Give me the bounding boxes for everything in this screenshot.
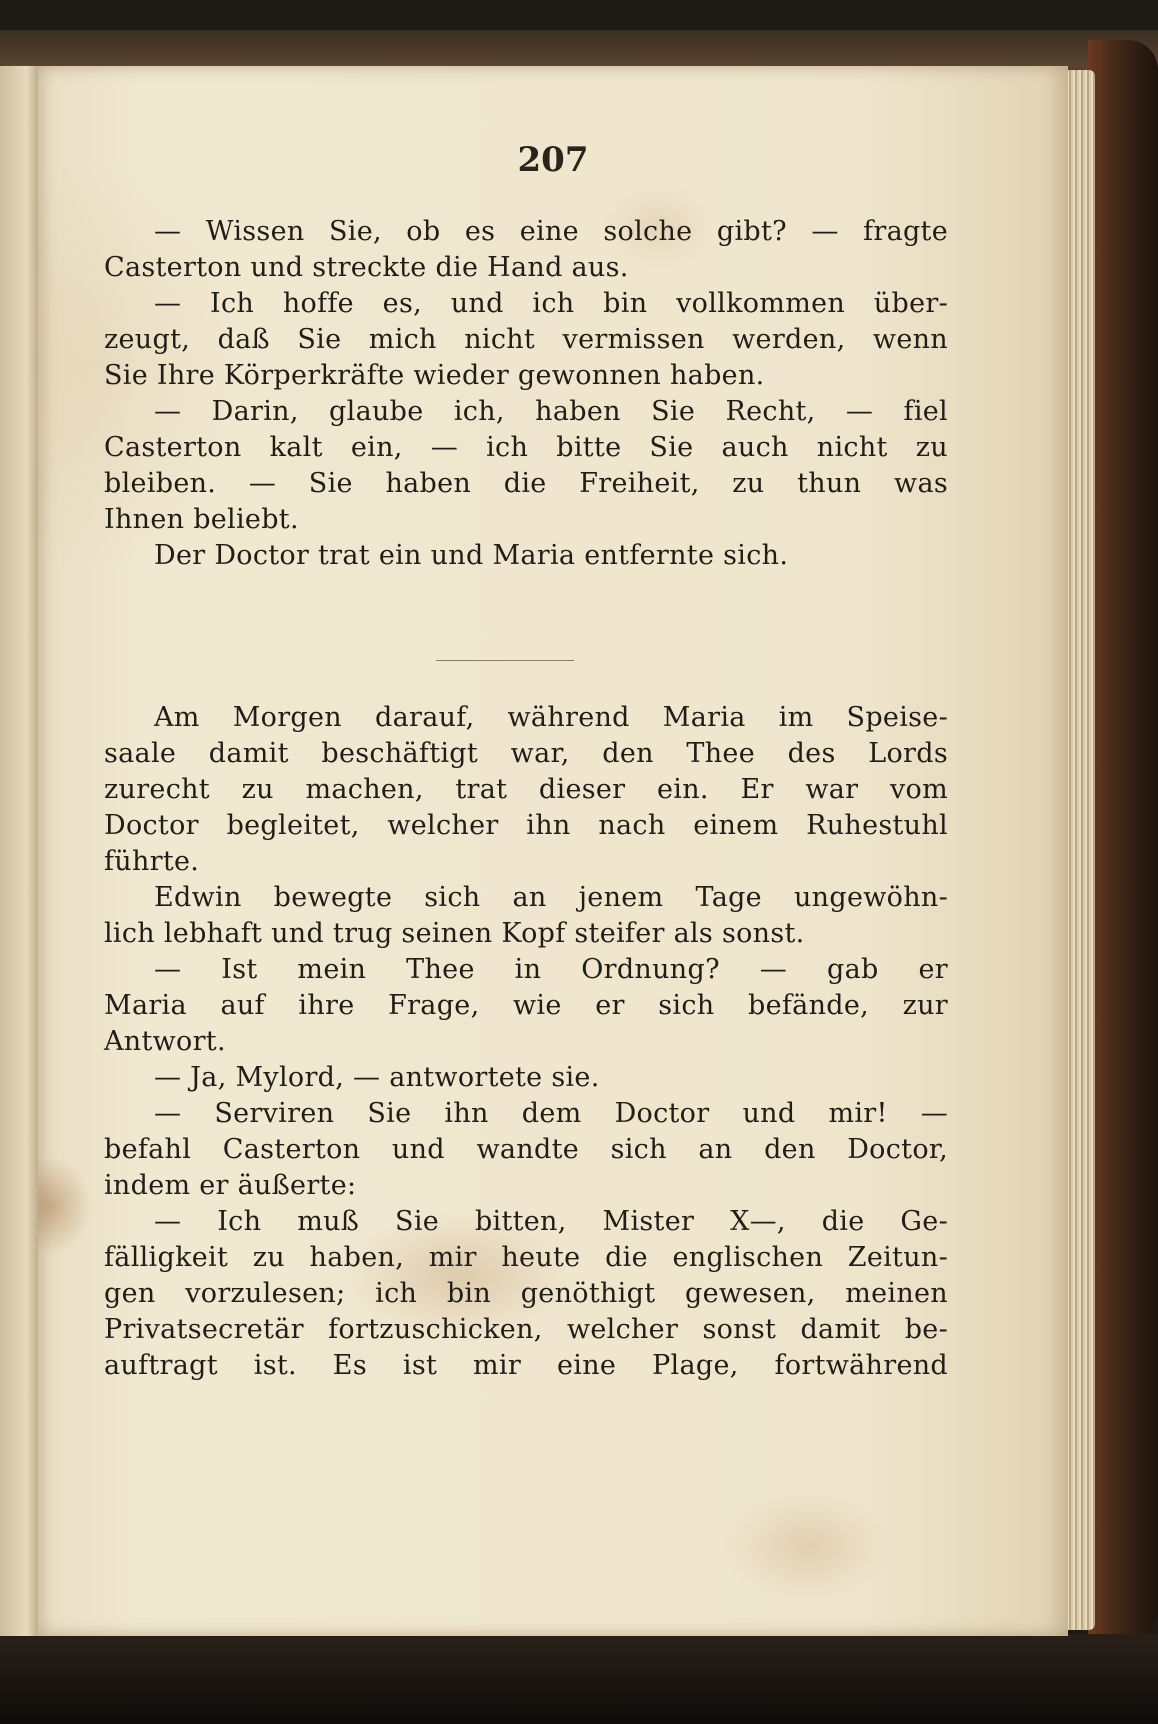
paragraph <box>104 952 948 1060</box>
text-line: führte. <box>104 846 200 877</box>
text-line: Sie Ihre Körperkräfte wieder gewonnen haben. <box>104 360 765 391</box>
paragraph <box>104 1204 948 1384</box>
text-line: — Serviren Sie ihn dem Doctor und mir! — <box>154 1098 948 1129</box>
text-line: Edwin bewegte sich an jenem Tage ungewöhn- <box>154 882 948 913</box>
text-line: — Ist mein Thee in Ordnung? — gab er <box>154 954 948 985</box>
text-block-before-break <box>104 214 948 574</box>
text-block-after-break <box>104 700 948 1384</box>
page-number: 207 <box>517 140 589 180</box>
text-line: indem er äußerte: <box>104 1170 357 1201</box>
paragraph <box>104 1060 948 1096</box>
previous-page-edge <box>0 66 38 1636</box>
text-line: bleiben. — Sie haben die Freiheit, zu thun was <box>104 468 948 499</box>
text-line: fälligkeit zu haben, mir heute die englischen Zeitun- <box>104 1242 948 1273</box>
text-line: Casterton und streckte die Hand aus. <box>104 252 629 283</box>
paragraph <box>104 286 948 394</box>
text-line: — Darin, glaube ich, haben Sie Recht, — fiel <box>154 396 948 427</box>
paragraph <box>104 538 948 574</box>
text-line: — Ich hoffe es, und ich bin vollkommen über- <box>154 288 948 319</box>
book-cover-bottom <box>0 1634 1158 1724</box>
paragraph <box>104 214 948 286</box>
paragraph <box>104 394 948 538</box>
text-line: Antwort. <box>104 1026 226 1057</box>
text-line: — Ich muß Sie bitten, Mister X—, die Ge- <box>154 1206 948 1237</box>
paragraph <box>104 1096 948 1204</box>
text-line: Doctor begleitet, welcher ihn nach einem Ruhestuhl <box>104 810 948 841</box>
paragraph <box>104 880 948 952</box>
text-line: befahl Casterton und wandte sich an den Doctor, <box>104 1134 948 1165</box>
text-line: Casterton kalt ein, — ich bitte Sie auch nicht zu <box>104 432 948 463</box>
text-line: zurecht zu machen, trat dieser ein. Er war vom <box>104 774 948 805</box>
text-line: auftragt ist. Es ist mir eine Plage, fortwährend <box>104 1350 948 1381</box>
book-page <box>38 66 1068 1636</box>
text-line: zeugt, daß Sie mich nicht vermissen werden, wenn <box>104 324 948 355</box>
paragraph <box>104 700 948 880</box>
text-line: gen vorzulesen; ich bin genöthigt gewesen, meinen <box>104 1278 948 1309</box>
book-cover-edge <box>1088 40 1158 1640</box>
text-line: Am Morgen darauf, während Maria im Speise- <box>154 702 948 733</box>
text-line: Privatsecretär fortzuschicken, welcher sonst damit be- <box>104 1314 948 1345</box>
section-separator-rule <box>436 660 574 661</box>
text-line: lich lebhaft und trug seinen Kopf steifer als sonst. <box>104 918 805 949</box>
text-line: Der Doctor trat ein und Maria entfernte sich. <box>154 540 789 571</box>
text-line: Ihnen beliebt. <box>104 504 299 535</box>
text-line: — Wissen Sie, ob es eine solche gibt? — fragte <box>154 216 948 247</box>
text-line: — Ja, Mylord, — antwortete sie. <box>154 1062 600 1093</box>
text-line: Maria auf ihre Frage, wie er sich befände, zur <box>104 990 948 1021</box>
text-line: saale damit beschäftigt war, den Thee des Lords <box>104 738 948 769</box>
